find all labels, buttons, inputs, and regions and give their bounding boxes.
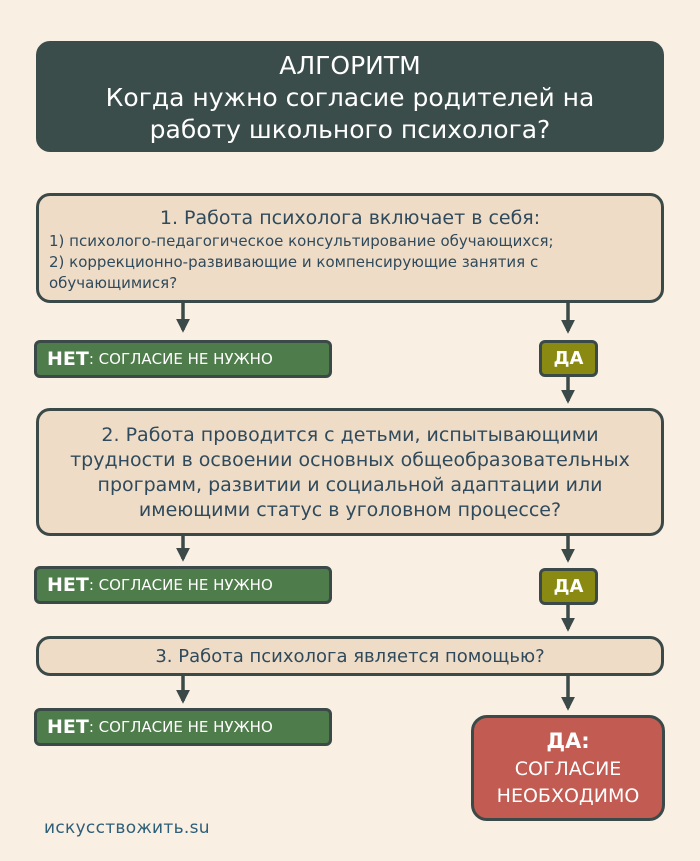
no-label: НЕТ (47, 574, 89, 596)
header-line-3: работу школьного психолога? (149, 115, 551, 144)
no-label: НЕТ (47, 348, 89, 370)
final-consent-required-box: ДА: СОГЛАСИЕ НЕОБХОДИМО (471, 715, 665, 821)
question-2-line-3: программ, развитии и социальной адаптации или (97, 474, 603, 496)
question-1-item-1: 1) психолого-педагогическое консультирование обучающихся; (49, 232, 554, 250)
no-label: НЕТ (47, 716, 89, 738)
no-answer-2: НЕТ : СОГЛАСИЕ НЕ НУЖНО (34, 566, 332, 604)
header-line-1: АЛГОРИТМ (279, 51, 421, 80)
question-2-box (36, 408, 664, 536)
question-3-text: 3. Работа психолога является помощью? (155, 646, 545, 667)
no-answer-3: НЕТ : СОГЛАСИЕ НЕ НУЖНО (34, 708, 332, 746)
question-2-line-2: трудности в освоении основных общеобразовательных (70, 449, 630, 471)
final-label: ДА (546, 729, 582, 753)
question-2-line-4: имеющими статус в уголовном процессе? (138, 499, 562, 521)
no-text: СОГЛАСИЕ НЕ НУЖНО (98, 350, 273, 368)
question-1-box (36, 193, 664, 303)
header-title-box (36, 41, 664, 152)
question-1-item-2: 2) коррекционно-развивающие и компенсирующие занятия с обучающимися? (49, 253, 539, 292)
no-answer-1: НЕТ : СОГЛАСИЕ НЕ НУЖНО (34, 340, 332, 378)
final-line-2: НЕОБХОДИМО (496, 785, 640, 807)
question-3-box (36, 636, 664, 676)
no-text: СОГЛАСИЕ НЕ НУЖНО (98, 576, 273, 594)
no-text: СОГЛАСИЕ НЕ НУЖНО (98, 718, 273, 736)
site-watermark: искусствожить.su (44, 818, 210, 838)
yes-answer-2: ДА (539, 568, 598, 605)
question-1-title: 1. Работа психолога включает в себя: (159, 207, 541, 229)
yes-answer-1: ДА (539, 340, 598, 377)
question-2-line-1: 2. Работа проводится с детьми, испытывающими (101, 424, 599, 446)
header-line-2: Когда нужно согласие родителей на (105, 83, 595, 112)
final-line-1: СОГЛАСИЕ (514, 758, 622, 780)
